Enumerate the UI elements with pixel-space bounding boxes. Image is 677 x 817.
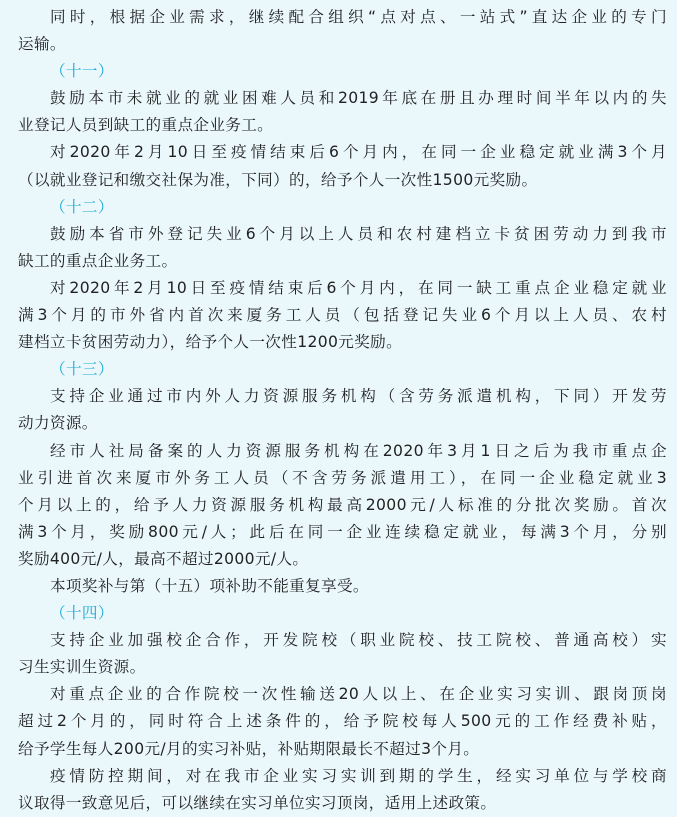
paragraph-line: 支持企业加强校企合作，开发院校（职业院校、技工院校、普通高校）实	[50, 631, 667, 650]
paragraph-line: 缺工的重点企业务工。	[18, 251, 178, 270]
paragraph-line: 个月以上的，给予人力资源服务机构最高2000元/人标准的分批次奖励。首次	[18, 495, 667, 514]
paragraph-line: 满3个月，奖励800元/人；此后在同一企业连续稳定就业，每满3个月，分别	[18, 522, 667, 541]
section-heading: （十四）	[50, 604, 114, 623]
paragraph-line: 本项奖补与第（十五）项补助不能重复享受。	[50, 576, 369, 595]
paragraph-line: 动力资源。	[18, 414, 98, 433]
paragraph-line: 对2020年2月10日至疫情结束后6个月内，在同一企业稳定就业满3个月	[50, 143, 667, 162]
paragraph-line: 运输。	[18, 35, 66, 54]
paragraph-line: 鼓励本市未就业的就业困难人员和2019年底在册且办理时间半年以内的失	[50, 89, 667, 108]
paragraph-line: 对重点企业的合作院校一次性输送20人以上、在企业实习实训、跟岗顶岗	[50, 685, 667, 704]
paragraph-line: 经市人社局备案的人力资源服务机构在2020年3月1日之后为我市重点企	[50, 441, 667, 460]
paragraph-line: 超过2个月的，同时符合上述条件的，给予院校每人500元的工作经费补贴，	[18, 712, 667, 731]
paragraph-line: 业登记人员到缺工的重点企业务工。	[18, 116, 274, 135]
paragraph-line: 满3个月的市外省内首次来厦务工人员（包括登记失业6个月以上人员、农村	[18, 306, 667, 325]
paragraph-line: 给予学生每人200元/月的实习补贴，补贴期限最长不超过3个月。	[18, 739, 480, 758]
paragraph-line: 议取得一致意见后，可以继续在实习单位实习顶岗，适用上述政策。	[18, 793, 497, 812]
paragraph-line: 建档立卡贫困劳动力），给予个人一次性1200元奖励。	[18, 333, 403, 352]
section-heading: （十二）	[50, 197, 114, 216]
paragraph-line: 疫情防控期间，对在我市企业实习实训到期的学生，经实习单位与学校商	[50, 766, 667, 785]
paragraph-line: （以就业登记和缴交社保为准，下同）的，给予个人一次性1500元奖励。	[18, 170, 538, 189]
paragraph-line: 奖励400元/人，最高不超过2000元/人。	[18, 549, 309, 568]
paragraph-line: 业引进首次来厦市外务工人员（不含劳务派遣用工），在同一企业稳定就业3	[18, 468, 667, 487]
paragraph-line: 习生实训生资源。	[18, 658, 146, 677]
paragraph-line: 支持企业通过市内外人力资源服务机构（含劳务派遣机构，下同）开发劳	[50, 387, 667, 406]
paragraph-line: 鼓励本省市外登记失业6个月以上人员和农村建档立卡贫困劳动力到我市	[50, 224, 667, 243]
paragraph-line: 同时，根据企业需求，继续配合组织“点对点、一站式”直达企业的专门	[50, 8, 667, 26]
paragraph-line: 对2020年2月10日至疫情结束后6个月内，在同一缺工重点企业稳定就业	[50, 278, 667, 297]
section-heading: （十三）	[50, 360, 114, 379]
section-heading: （十一）	[50, 62, 114, 81]
